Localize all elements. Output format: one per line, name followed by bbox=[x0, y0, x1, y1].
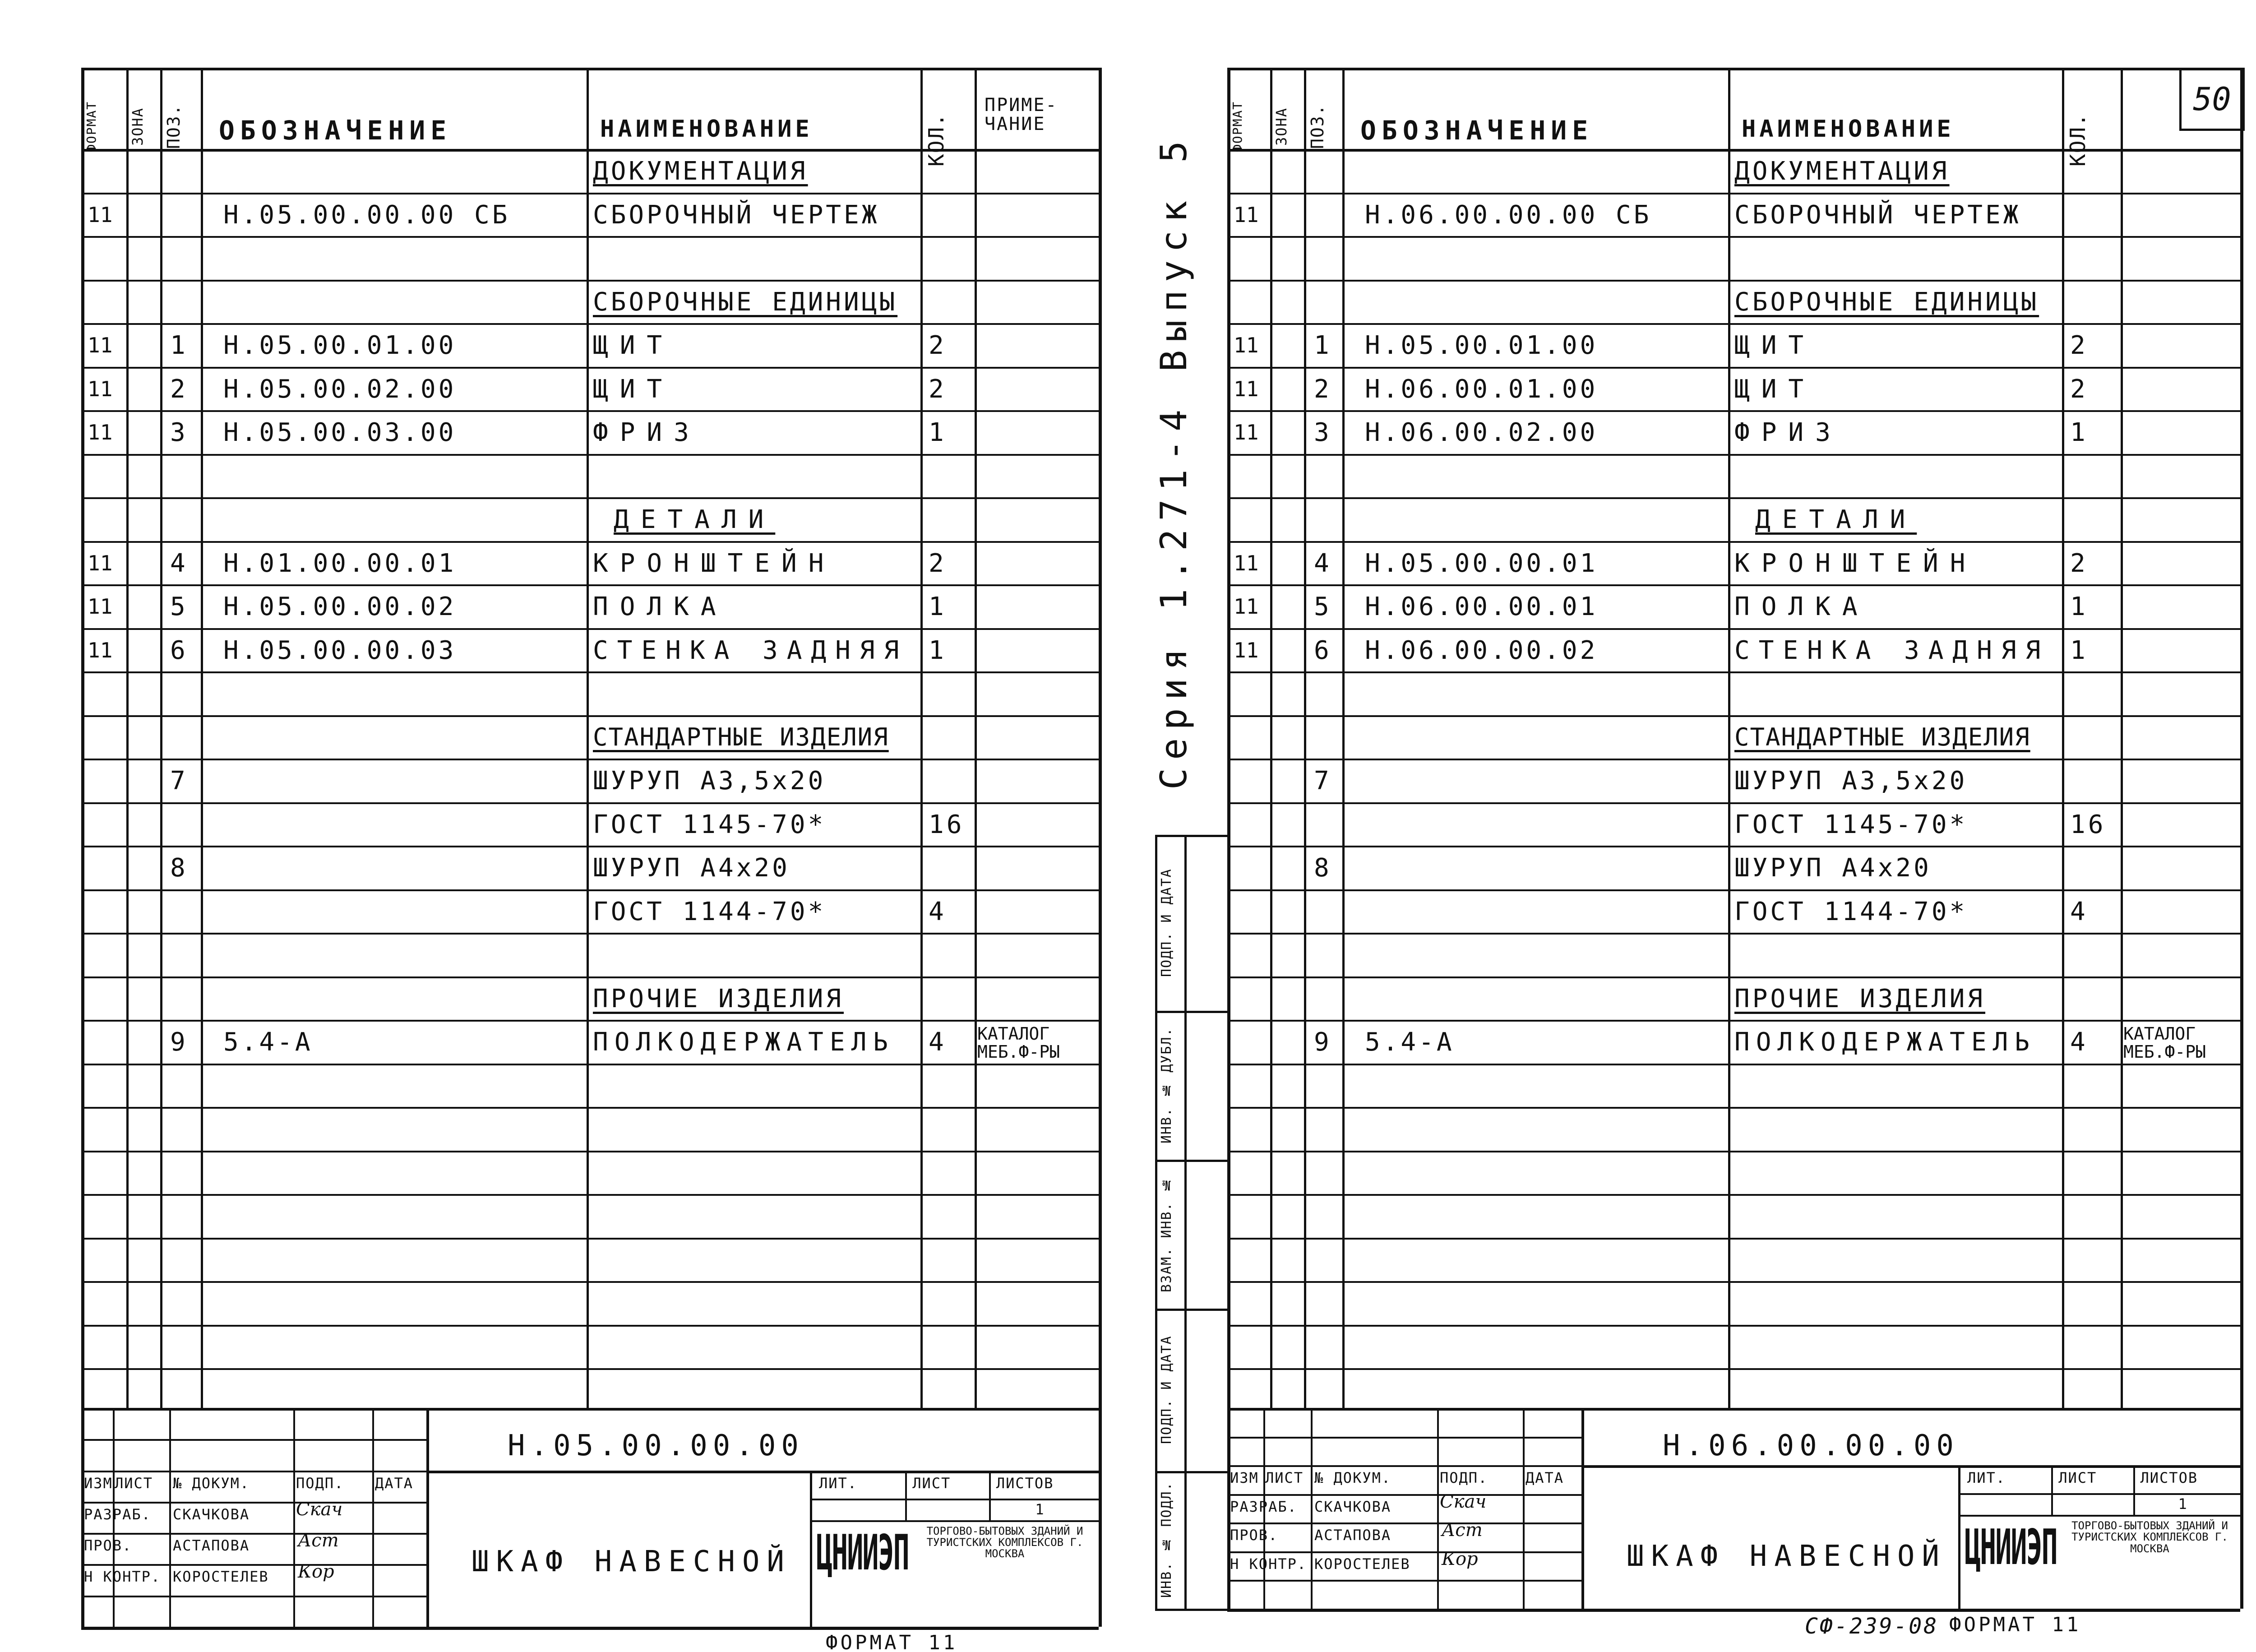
cell-note: КАТАЛОГ МЕБ.Ф-РЫ bbox=[2123, 1024, 2206, 1062]
rule-line bbox=[2133, 1465, 2135, 1515]
cell-designation: Н.05.00.03.00 bbox=[223, 418, 457, 447]
stamp-lit: ЛИТ. bbox=[1967, 1469, 2006, 1487]
cell-name: СБОРОЧНЫЕ ЕДИНИЦЫ bbox=[593, 287, 898, 317]
rule-line bbox=[1227, 1238, 2240, 1240]
cell-name: СТАНДАРТНЫЕ ИЗДЕЛИЯ bbox=[593, 722, 889, 751]
cell-name: ЩИТ bbox=[593, 331, 674, 360]
rule-line bbox=[1958, 1493, 2240, 1495]
cell-pos: 6 bbox=[1314, 635, 1332, 665]
cell-name: ПОЛКОДЕРЖАТЕЛЬ bbox=[593, 1027, 895, 1057]
rule-line bbox=[1227, 1494, 1581, 1496]
header-name: НАИМЕНОВАНИЕ bbox=[600, 116, 813, 143]
cell-qty: 4 bbox=[929, 1027, 947, 1057]
stamp-title: ШКАФ НАВЕСНОЙ bbox=[1627, 1540, 1946, 1573]
rule-line bbox=[1227, 1281, 2240, 1283]
rule-line bbox=[1227, 1437, 1581, 1439]
rule-line bbox=[1227, 454, 2240, 456]
rule-line bbox=[1227, 1580, 1581, 1582]
cell-pos: 3 bbox=[1314, 418, 1332, 447]
header-note: ПРИМЕ- ЧАНИЕ bbox=[985, 95, 1058, 134]
rule-line bbox=[1155, 835, 1227, 837]
signature: Скач bbox=[296, 1499, 343, 1520]
rule-line bbox=[1958, 1515, 2240, 1517]
side-cell: ПОДП. И ДАТА bbox=[1159, 1335, 1174, 1444]
cell-name: ГОСТ 1144-70* bbox=[593, 897, 826, 926]
cell-qty: 16 bbox=[929, 810, 965, 839]
cell-pos: 2 bbox=[1314, 374, 1332, 404]
cell-format: 11 bbox=[1234, 202, 1259, 227]
cell-name: ШУРУП А3,5х20 bbox=[593, 766, 826, 796]
cell-format: 11 bbox=[88, 551, 113, 575]
cell-qty: 1 bbox=[929, 592, 947, 621]
stamp-code: Н.06.00.00.00 bbox=[1663, 1429, 1959, 1462]
cell-pos: 3 bbox=[170, 418, 188, 447]
cell-qty: 4 bbox=[929, 897, 947, 926]
cell-pos: 1 bbox=[170, 331, 188, 360]
cell-name: СТЕНКА ЗАДНЯЯ bbox=[1734, 635, 2050, 665]
header-name: НАИМЕНОВАНИЕ bbox=[1742, 116, 1955, 143]
stamp-org: ТОРГОВО-БЫТОВЫХ ЗДАНИЙ И ТУРИСТСКИХ КОМПЛЕКСОВ Г. МОСКВА bbox=[2071, 1519, 2228, 1555]
rule-line bbox=[1227, 236, 2240, 238]
header-designation: ОБОЗНАЧЕНИЕ bbox=[219, 115, 452, 146]
signature: Кор bbox=[298, 1561, 334, 1583]
rule-line bbox=[1227, 193, 2240, 194]
cell-qty: 2 bbox=[929, 548, 947, 578]
cell-name: СБОРОЧНЫЕ ЕДИНИЦЫ bbox=[1734, 287, 2039, 317]
rule-line bbox=[1581, 1408, 1584, 1609]
rule-line bbox=[1227, 933, 2240, 935]
cell-designation: Н.05.00.00.02 bbox=[223, 592, 457, 621]
rule-line bbox=[1227, 671, 2240, 673]
rule-line bbox=[1304, 68, 1306, 1408]
stamp-lit: ЛИТ. bbox=[819, 1474, 858, 1492]
cell-name: ФРИЗ bbox=[1734, 418, 1842, 447]
rule-line bbox=[1227, 1064, 2240, 1065]
rule-line bbox=[1581, 1465, 2240, 1468]
rule-line bbox=[2062, 68, 2064, 1408]
rule-line bbox=[1227, 802, 2240, 804]
rule-line bbox=[1155, 1609, 1227, 1611]
cell-name: ДЕТАЛИ bbox=[1755, 505, 1917, 534]
stamp-person: КОРОСТЕЛЕВ bbox=[173, 1568, 269, 1586]
cell-pos: 6 bbox=[170, 635, 188, 665]
stamp-person: АСТАПОВА bbox=[1314, 1527, 1392, 1544]
stamp-role: РАЗРАБ. bbox=[1230, 1498, 1297, 1515]
rule-line bbox=[1227, 1151, 2240, 1152]
cell-name: ГОСТ 1145-70* bbox=[1734, 810, 1968, 839]
header-pos: ПОЗ. bbox=[1308, 104, 1327, 149]
stamp-sheet: ЛИСТ bbox=[912, 1474, 951, 1492]
org-logo: ЦНИИЭП bbox=[1965, 1519, 2057, 1577]
cell-name: ПРОЧИЕ ИЗДЕЛИЯ bbox=[593, 984, 844, 1013]
rule-line bbox=[1227, 1020, 2240, 1022]
signature: Скач bbox=[1440, 1491, 1487, 1512]
cell-name: КРОНШТЕЙН bbox=[593, 548, 836, 578]
rule-line bbox=[1227, 1465, 1581, 1467]
cell-designation: 5.4-А bbox=[1365, 1027, 1455, 1057]
cell-qty: 1 bbox=[2070, 592, 2088, 621]
rule-line bbox=[1227, 584, 2240, 586]
cell-designation: Н.06.00.00.01 bbox=[1365, 592, 1598, 621]
series-label: Серия 1.271-4 Выпуск 5 bbox=[1153, 133, 1195, 790]
cell-pos: 1 bbox=[1314, 331, 1332, 360]
header-zone: ЗОНА bbox=[1273, 107, 1290, 146]
org-logo: ЦНИИЭП bbox=[816, 1524, 909, 1582]
cell-name: ДЕТАЛИ bbox=[614, 505, 776, 534]
rule-line bbox=[1227, 1107, 2240, 1109]
cell-pos: 9 bbox=[170, 1027, 188, 1057]
stamp-sheets-value: 1 bbox=[1035, 1500, 1045, 1518]
stamp-title: ШКАФ НАВЕСНОЙ bbox=[472, 1545, 791, 1578]
stamp-col-date: ДАТА bbox=[375, 1474, 414, 1492]
cell-qty: 1 bbox=[2070, 418, 2088, 447]
cell-name: ЩИТ bbox=[593, 374, 674, 404]
rule-line bbox=[1227, 1368, 2240, 1370]
cell-designation: Н.05.00.01.00 bbox=[1365, 331, 1598, 360]
cell-pos: 4 bbox=[1314, 548, 1332, 578]
cell-designation: 5.4-А bbox=[223, 1027, 313, 1057]
cell-designation: Н.06.00.00.02 bbox=[1365, 635, 1598, 665]
stamp-sheets-value: 1 bbox=[2178, 1495, 2188, 1513]
cell-name: ШУРУП А3,5х20 bbox=[1734, 766, 1968, 796]
cell-qty: 1 bbox=[2070, 635, 2088, 665]
rule-line bbox=[2051, 1465, 2053, 1515]
rule-line bbox=[1270, 68, 1272, 1408]
cell-format: 11 bbox=[88, 376, 113, 401]
stamp-col-doc: № ДОКУМ. bbox=[1314, 1469, 1392, 1487]
stamp-role: РАЗРАБ. bbox=[84, 1505, 151, 1523]
side-cell: ИНВ. № ПОДЛ. bbox=[1159, 1481, 1174, 1598]
cell-name: ШУРУП А4х20 bbox=[593, 853, 790, 883]
cell-name: ПОЛКОДЕРЖАТЕЛЬ bbox=[1734, 1027, 2036, 1057]
cell-designation: Н.01.00.00.01 bbox=[223, 548, 457, 578]
cell-format: 11 bbox=[1234, 376, 1259, 401]
cell-qty: 1 bbox=[929, 635, 947, 665]
header-zone: ЗОНА bbox=[129, 107, 146, 146]
cell-pos: 8 bbox=[170, 853, 188, 883]
header-designation: ОБОЗНАЧЕНИЕ bbox=[1360, 115, 1594, 146]
rule-line bbox=[1227, 323, 2240, 325]
rule-line bbox=[1227, 410, 2240, 412]
cell-name: ЩИТ bbox=[1734, 331, 1816, 360]
cell-name: ЩИТ bbox=[1734, 374, 1816, 404]
side-cell: ВЗАМ. ИНВ. № bbox=[1159, 1176, 1174, 1292]
rule-line bbox=[1523, 1408, 1525, 1609]
cell-pos: 4 bbox=[170, 548, 188, 578]
cell-format: 11 bbox=[1234, 594, 1259, 619]
cell-pos: 5 bbox=[1314, 592, 1332, 621]
stamp-col-izm: ИЗМ bbox=[84, 1474, 113, 1492]
format-label: ФОРМАТ 11 bbox=[1949, 1613, 2081, 1636]
cell-name: ФРИЗ bbox=[593, 418, 701, 447]
header-pos: ПОЗ. bbox=[164, 104, 184, 149]
rule-line bbox=[1155, 1309, 1227, 1311]
cell-qty: 4 bbox=[2070, 1027, 2088, 1057]
stamp-person: КОРОСТЕЛЕВ bbox=[1314, 1555, 1410, 1573]
cell-pos: 5 bbox=[170, 592, 188, 621]
stamp-role: ПРОВ. bbox=[84, 1537, 132, 1555]
cell-format: 11 bbox=[1234, 420, 1259, 444]
stamp-sheets: ЛИСТОВ bbox=[996, 1474, 1054, 1492]
stamp-col-izm: ИЗМ bbox=[1230, 1469, 1259, 1487]
signature: Аст bbox=[298, 1530, 339, 1551]
cell-name: КРОНШТЕЙН bbox=[1734, 548, 1977, 578]
header-qty: КОЛ. bbox=[2066, 113, 2090, 167]
rule-line bbox=[1227, 889, 2240, 891]
cell-qty: 4 bbox=[2070, 897, 2088, 926]
rule-line bbox=[1227, 541, 2240, 543]
rule-line bbox=[2240, 68, 2243, 1609]
stamp-col-doc: № ДОКУМ. bbox=[173, 1474, 250, 1492]
rule-line bbox=[1155, 1160, 1227, 1162]
rule-line bbox=[1227, 280, 2240, 282]
stamp-col-list: ЛИСТ bbox=[115, 1474, 153, 1492]
rule-line bbox=[1958, 1465, 1960, 1609]
stamp-person: СКАЧКОВА bbox=[173, 1505, 250, 1523]
rule-line bbox=[1227, 1551, 1581, 1553]
cell-designation: Н.06.00.00.00 СБ bbox=[1365, 200, 1652, 230]
cell-name: ПРОЧИЕ ИЗДЕЛИЯ bbox=[1734, 984, 1986, 1013]
stamp-sheets: ЛИСТОВ bbox=[2140, 1469, 2198, 1487]
cell-qty: 2 bbox=[2070, 548, 2088, 578]
cell-name: ГОСТ 1145-70* bbox=[593, 810, 826, 839]
stamp-col-date: ДАТА bbox=[1526, 1469, 1564, 1487]
rule-line bbox=[1227, 715, 2240, 717]
cell-name: ГОСТ 1144-70* bbox=[1734, 897, 1968, 926]
rule-line bbox=[1227, 759, 2240, 760]
rule-line bbox=[2121, 68, 2123, 1408]
cell-designation: Н.06.00.02.00 bbox=[1365, 418, 1598, 447]
cell-name: ДОКУМЕНТАЦИЯ bbox=[1734, 157, 1950, 186]
cell-designation: Н.05.00.02.00 bbox=[223, 374, 457, 404]
stamp-code: Н.05.00.00.00 bbox=[508, 1429, 804, 1462]
cell-format: 11 bbox=[1234, 333, 1259, 357]
cell-designation: Н.05.00.00.00 СБ bbox=[223, 200, 510, 230]
rule-line bbox=[1728, 68, 1730, 1408]
cell-format: 11 bbox=[88, 638, 113, 662]
rule-line bbox=[1227, 1609, 2240, 1612]
cell-qty: 2 bbox=[2070, 331, 2088, 360]
sheet-number: 50 bbox=[2179, 68, 2245, 131]
stamp-org: ТОРГОВО-БЫТОВЫХ ЗДАНИЙ И ТУРИСТСКИХ КОМПЛЕКСОВ Г. МОСКВА bbox=[926, 1524, 1083, 1560]
doc-code: СФ-239-08 bbox=[1805, 1614, 1939, 1639]
stamp-col-list: ЛИСТ bbox=[1265, 1469, 1304, 1487]
cell-note: КАТАЛОГ МЕБ.Ф-РЫ bbox=[977, 1024, 1060, 1062]
cell-name: СБОРОЧНЫЙ ЧЕРТЕЖ bbox=[593, 200, 880, 230]
cell-format: 11 bbox=[88, 202, 113, 227]
signature: Кор bbox=[1442, 1548, 1478, 1569]
cell-qty: 16 bbox=[2070, 810, 2106, 839]
cell-pos: 8 bbox=[1314, 853, 1332, 883]
cell-name: ПОЛКА bbox=[1734, 592, 1869, 621]
rule-line bbox=[1437, 1408, 1439, 1609]
cell-format: 11 bbox=[88, 594, 113, 619]
cell-name: ДОКУМЕНТАЦИЯ bbox=[593, 157, 808, 186]
stamp-sheet: ЛИСТ bbox=[2058, 1469, 2097, 1487]
cell-designation: Н.06.00.01.00 bbox=[1365, 374, 1598, 404]
rule-line bbox=[1227, 1408, 2240, 1411]
rule-line bbox=[1227, 976, 2240, 978]
rule-line bbox=[1155, 1011, 1227, 1013]
rule-line bbox=[1155, 835, 1157, 1609]
rule-line bbox=[1184, 835, 1187, 1609]
cell-designation: Н.05.00.00.01 bbox=[1365, 548, 1598, 578]
rule-line bbox=[1227, 367, 2240, 369]
rule-line bbox=[1227, 68, 1230, 1609]
cell-name: СБОРОЧНЫЙ ЧЕРТЕЖ bbox=[1734, 200, 2021, 230]
format-label: ФОРМАТ 11 bbox=[826, 1631, 958, 1652]
rule-line bbox=[1227, 68, 2240, 70]
rule-line bbox=[1227, 1522, 1581, 1524]
stamp-col-sign: ПОДП. bbox=[1440, 1469, 1488, 1487]
signature: Аст bbox=[1442, 1520, 1483, 1541]
rule-line bbox=[1227, 1325, 2240, 1327]
cell-qty: 2 bbox=[929, 374, 947, 404]
stamp-role: ПРОВ. bbox=[1230, 1527, 1278, 1544]
cell-format: 11 bbox=[88, 420, 113, 444]
stamp-person: АСТАПОВА bbox=[173, 1537, 250, 1555]
cell-name: ШУРУП А4х20 bbox=[1734, 853, 1932, 883]
cell-qty: 2 bbox=[929, 331, 947, 360]
rule-line bbox=[1155, 1471, 1227, 1473]
cell-format: 11 bbox=[88, 333, 113, 357]
cell-pos: 7 bbox=[170, 766, 188, 796]
rule-line bbox=[1227, 1194, 2240, 1196]
cell-pos: 7 bbox=[1314, 766, 1332, 796]
rule-line bbox=[1342, 68, 1345, 1408]
cell-designation: Н.05.00.00.03 bbox=[223, 635, 457, 665]
stamp-role: Н КОНТР. bbox=[1230, 1555, 1307, 1573]
stamp-person: СКАЧКОВА bbox=[1314, 1498, 1392, 1515]
cell-name: СТЕНКА ЗАДНЯЯ bbox=[593, 635, 908, 665]
rule-line bbox=[1227, 846, 2240, 847]
rule-line bbox=[1227, 628, 2240, 630]
stamp-role: Н КОНТР. bbox=[84, 1568, 161, 1586]
cell-pos: 2 bbox=[170, 374, 188, 404]
cell-name: СТАНДАРТНЫЕ ИЗДЕЛИЯ bbox=[1734, 722, 2030, 751]
cell-format: 11 bbox=[1234, 638, 1259, 662]
cell-qty: 2 bbox=[2070, 374, 2088, 404]
rule-line bbox=[1311, 1408, 1313, 1609]
cell-pos: 9 bbox=[1314, 1027, 1332, 1057]
stamp-col-sign: ПОДП. bbox=[296, 1474, 344, 1492]
header-format: ФОРМАТ bbox=[84, 101, 99, 152]
header-format: ФОРМАТ bbox=[1230, 101, 1245, 152]
cell-name: ПОЛКА bbox=[593, 592, 728, 621]
header-qty: КОЛ. bbox=[924, 113, 948, 167]
side-cell: ИНВ. № ДУБЛ. bbox=[1159, 1027, 1174, 1143]
cell-qty: 1 bbox=[929, 418, 947, 447]
cell-designation: Н.05.00.01.00 bbox=[223, 331, 457, 360]
side-cell: ПОДП. И ДАТА bbox=[1159, 868, 1174, 977]
rule-line bbox=[1227, 497, 2240, 499]
cell-format: 11 bbox=[1234, 551, 1259, 575]
